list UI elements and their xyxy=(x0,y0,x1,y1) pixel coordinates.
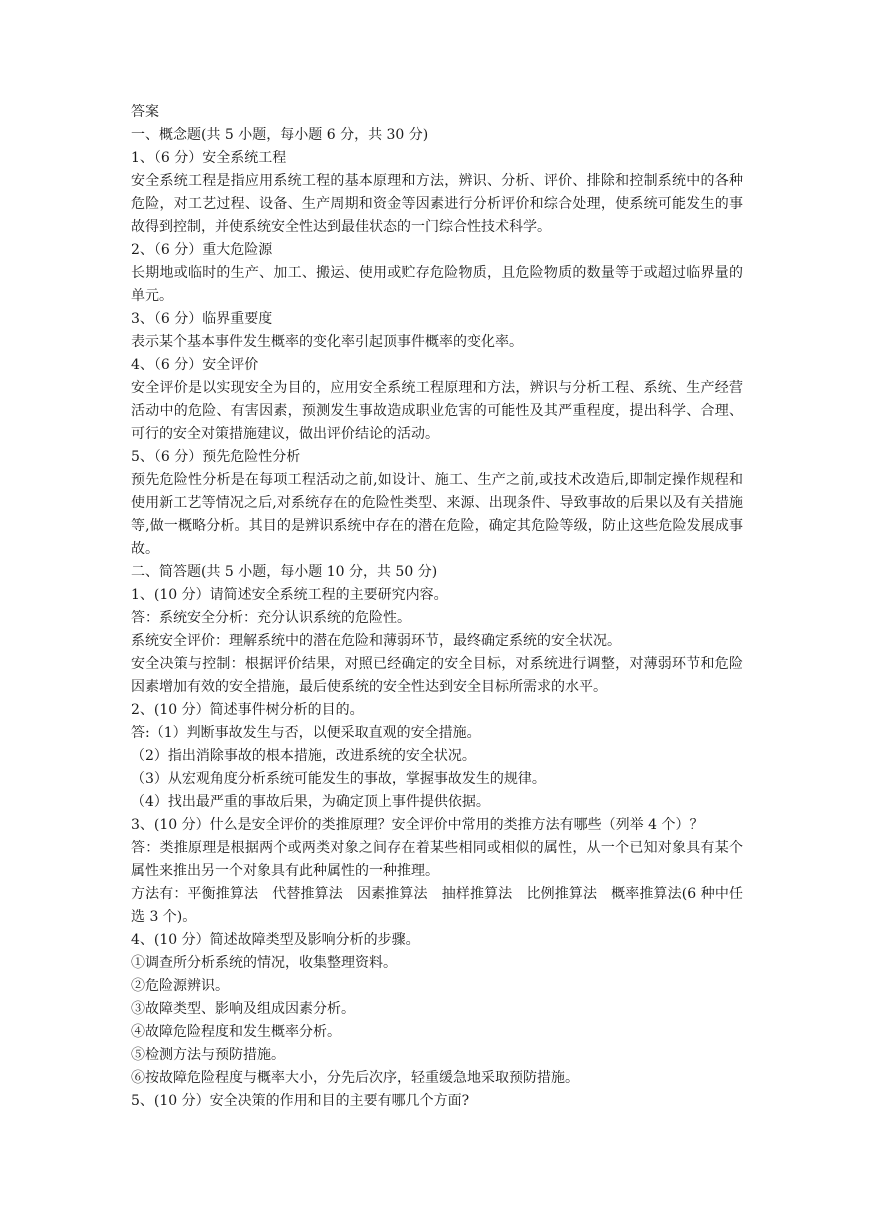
question-2-4-title: 4、(10 分）简述故障类型及影响分析的步骤。 xyxy=(131,932,420,948)
question-2-1-answer-line: 系统安全评价：理解系统中的潜在危险和薄弱环节，最终确定系统的安全状况。 xyxy=(131,633,621,649)
question-2-3-answer: 答：类推原理是根据两个或两类对象之间存在着某些相同或相似的属性，从一个已知对象具有某个属性来推出另一个对象具有此种属性的一种推理。 xyxy=(131,840,743,879)
question-2-4-step: ⑤检测方法与预防措施。 xyxy=(131,1047,285,1063)
question-2-1-answer-line: 答：系统安全分析：充分认识系统的危险性。 xyxy=(131,610,411,626)
question-2-3-title: 3、(10 分）什么是安全评价的类推原理？安全评价中常用的类推方法有哪些（列举 4 个）？ xyxy=(131,817,704,833)
question-2-3-methods: 方法有：平衡推算法 代替推算法 因素推算法 抽样推算法 比例推算法 概率推算法(6 种中任选 3 个)。 xyxy=(131,886,743,925)
question-2-1-answer-line: 安全决策与控制：根据评价结果，对照已经确定的安全目标，对系统进行调整，对薄弱环节和危险因素增加有效的安全措施，最后使系统的安全性达到安全目标所需求的水平。 xyxy=(131,656,743,695)
question-2-2-answer-line: （3）从宏观角度分析系统可能发生的事故，掌握事故发生的规律。 xyxy=(131,771,546,787)
section-1-heading: 一、概念题(共 5 小题，每小题 6 分，共 30 分) xyxy=(131,127,429,143)
question-2-1-title: 1、(10 分）请简述安全系统工程的主要研究内容。 xyxy=(131,587,448,603)
question-2-2-answer-line: （4）找出最严重的事故后果，为确定顶上事件提供依据。 xyxy=(131,794,490,810)
question-2-4-step: ③故障类型、影响及组成因素分析。 xyxy=(131,1001,355,1017)
question-1-3-title: 3、（6 分）临界重要度 xyxy=(131,311,273,327)
question-1-2-title: 2、（6 分）重大危险源 xyxy=(131,242,273,258)
question-2-4-step: ②危险源辨识。 xyxy=(131,978,229,994)
question-1-1-title: 1、（6 分）安全系统工程 xyxy=(131,150,287,166)
question-1-1-answer: 安全系统工程是指应用系统工程的基本原理和方法，辨识、分析、评价、排除和控制系统中的各种危险，对工艺过程、设备、生产周期和资金等因素进行分析评价和综合处理，使系统可能发生的事故得到控制，并使系统安全性达到最佳状态的一门综合性技术科学。 xyxy=(131,173,743,235)
question-2-4-step: ④故障危险程度和发生概率分析。 xyxy=(131,1024,341,1040)
question-1-4-answer: 安全评价是以实现安全为目的，应用安全系统工程原理和方法，辨识与分析工程、系统、生产经营活动中的危险、有害因素，预测发生事故造成职业危害的可能性及其严重程度，提出科学、合理、可行的安全对策措施建议，做出评价结论的活动。 xyxy=(131,380,743,442)
question-2-5-title: 5、(10 分）安全决策的作用和目的主要有哪几个方面? xyxy=(131,1093,470,1109)
question-2-4-step: ⑥按故障危险程度与概率大小，分先后次序，轻重缓急地采取预防措施。 xyxy=(131,1070,579,1086)
section-2-heading: 二、简答题(共 5 小题，每小题 10 分，共 50 分) xyxy=(131,564,438,580)
question-2-2-answer-line: （2）指出消除事故的根本措施，改进系统的安全状况。 xyxy=(131,748,476,764)
question-1-5-title: 5、（6 分）预先危险性分析 xyxy=(131,449,301,465)
question-2-2-title: 2、(10 分）简述事件树分析的目的。 xyxy=(131,702,364,718)
question-1-5-answer: 预先危险性分析是在每项工程活动之前,如设计、施工、生产之前,或技术改造后,即制定操作规程和使用新工艺等情况之后,对系统存在的危险性类型、来源、出现条件、导致事故的后果以及有关措施等,做一概略分析。其目的是辨识系统中存在的潜在危险，确定其危险等级，防止这些危险发展成事故。 xyxy=(131,472,743,557)
question-1-4-title: 4、（6 分）安全评价 xyxy=(131,357,259,373)
question-1-2-answer: 长期地或临时的生产、加工、搬运、使用或贮存危险物质，且危险物质的数量等于或超过临界量的单元。 xyxy=(131,265,743,304)
answer-heading: 答案 xyxy=(131,104,159,120)
question-1-3-answer: 表示某个基本事件发生概率的变化率引起顶事件概率的变化率。 xyxy=(131,334,523,350)
document-body xyxy=(131,101,743,1113)
question-2-4-step: ①调查所分析系统的情况，收集整理资料。 xyxy=(131,955,397,971)
question-2-2-answer-line: 答:（1）判断事故发生与否，以便采取直观的安全措施。 xyxy=(131,725,481,741)
